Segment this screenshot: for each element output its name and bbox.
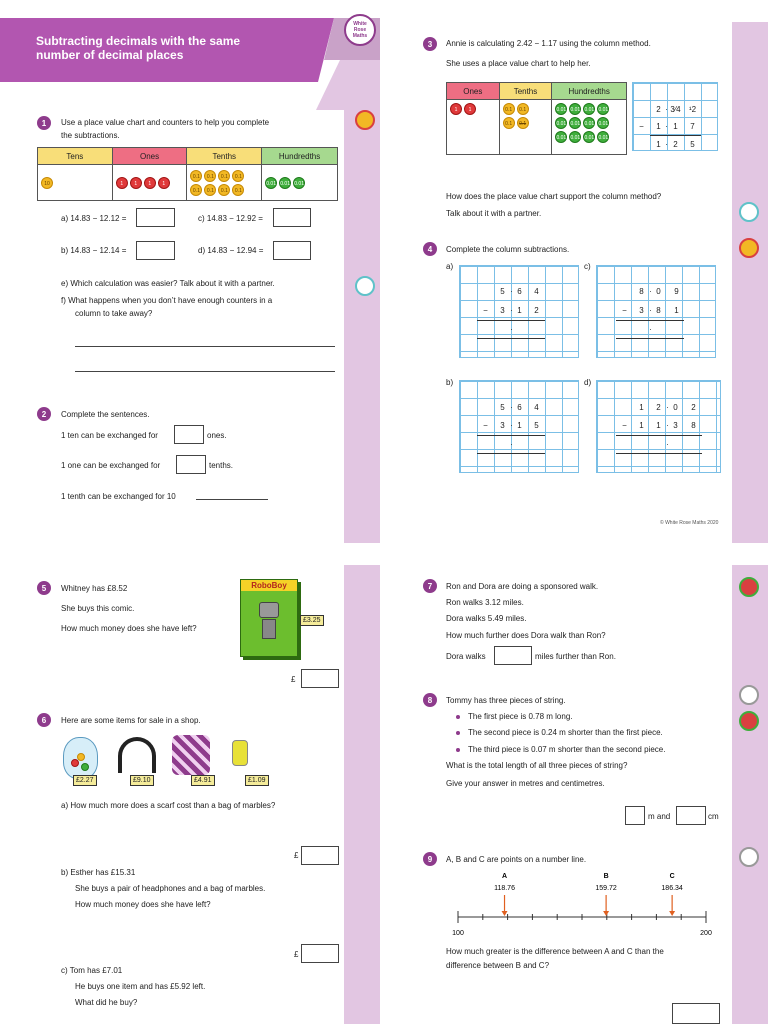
q1b-label: b) 14.83 − 12.14 = [61,246,127,255]
q6b-text-3: How much money does she have left? [75,900,211,909]
side-margin [344,110,380,543]
price-tag: £3.25 [300,615,324,626]
column-digit: 1 [674,306,679,315]
q9-text-3: difference between B and C? [446,961,550,970]
answer-box[interactable] [273,208,311,227]
counter: 1 [116,177,128,189]
q5-text-3: How much money does she have left? [61,624,197,633]
answer-box[interactable] [301,944,339,963]
counter: 0.1 [190,170,202,182]
q6a-text: a) How much more does a scarf cost than a bag of marbles? [61,801,276,810]
counters-icon [355,110,375,130]
headphones-image [118,737,156,773]
counter: 0.01 [583,103,595,115]
q8-bullet-3: The third piece is 0.07 m shorter than the second piece. [468,745,666,754]
column-digit: 1 [656,421,661,430]
pv-cell-ones [112,165,187,201]
answer-decimal-point: · [666,440,669,449]
marbles-bag-image [63,737,98,779]
q7-text-2: Ron walks 3.12 miles. [446,598,524,607]
comic-title: RoboBoy [241,580,297,591]
marble [81,763,89,771]
pv-header-ones: Ones [112,148,187,165]
column-digit: 5 [690,140,695,149]
column-digit: · [649,306,652,315]
column-digit: 5 [500,287,505,296]
point-label: B [603,873,609,880]
answer-line [477,453,545,454]
q5-text-2: She buys this comic. [61,604,135,613]
counter: 0.1 [218,184,230,196]
q6c-text-3: What did he buy? [75,998,138,1007]
column-digit: 3 [500,421,505,430]
column-digit: · [510,403,513,412]
q1e-text: e) Which calculation was easier? Talk about it with a partner. [61,279,275,288]
counter: 0.1 [232,184,244,196]
answer-box[interactable] [174,425,204,444]
column-digit: 2 [656,105,661,114]
q1d-label: d) 14.83 − 12.94 = [198,246,264,255]
point-arrowhead [669,911,675,916]
writing-line [75,371,335,372]
column-digit: 2 [691,403,696,412]
point-value: 159.72 [595,885,617,892]
metres-label: m and [648,812,671,821]
q6b-text-2: She buys a pair of headphones and a bag of marbles. [75,884,266,893]
q7-answer-prefix: Dora walks [446,652,486,661]
minus-sign: − [622,306,627,315]
column-digit: 8 [691,421,696,430]
column-digit: 8 [639,287,644,296]
point-value: 186.34 [661,885,683,892]
price-tag: £9.10 [130,775,154,786]
answer-line [616,338,684,339]
column-digit: 3 [639,306,644,315]
side-margin [344,565,380,1024]
discuss-icon [739,847,759,867]
q7-answer-suffix: miles further than Ron. [535,652,616,661]
q7-text-3: Dora walks 5.49 miles. [446,614,527,623]
writing-line [75,346,335,347]
q2-instruction: Complete the sentences. [61,410,150,419]
q6-text: Here are some items for sale in a shop. [61,716,201,725]
q4b-label: b) [446,378,454,387]
pv-cell-tenths [499,100,552,155]
roboboy-comic-image [240,579,298,657]
column-digit: 3 [673,421,678,430]
point-arrowhead [603,911,609,916]
q6c-text-2: He buys one item and has £5.92 left. [75,982,206,991]
place-value-chart [37,147,338,201]
column-digit: ¹2 [688,105,697,114]
answer-box[interactable] [176,455,206,474]
column-digit: · [510,287,513,296]
pv-header-tens: Tens [38,148,113,165]
pv-cell-tens [38,165,113,201]
q8-bullet-1: The first piece is 0.78 m long. [468,712,573,721]
counter: 0.01 [583,131,595,143]
page-title: Subtracting decimals with the same [36,34,241,48]
q2-sentence-2: 1 one can be exchanged for [61,461,161,470]
q4a-label: a) [446,262,454,271]
column-digit: 0 [656,287,661,296]
counter: 1 [464,103,476,115]
column-digit: 4 [534,287,539,296]
pv-header-hundredths: Hundredths [552,83,627,100]
counter: 0.01 [597,131,609,143]
pound-sign: £ [294,950,299,959]
point-value: 118.76 [494,885,515,892]
column-digit: 1 [656,122,661,131]
counter: 0.1 [190,184,202,196]
column-digit: · [510,306,513,315]
column-digit: 1 [639,403,644,412]
q8-text-1: Tommy has three pieces of string. [446,696,566,705]
point-label: C [669,873,675,880]
column-digit: 4 [534,403,539,412]
discuss-icon [739,202,759,222]
pv-cell-hundredths [552,100,627,155]
answer-decimal-point: · [510,440,513,449]
pound-sign: £ [291,675,296,684]
q8-text-2: What is the total length of all three pieces of string? [446,761,628,770]
counter: 10 [41,177,53,189]
column-digit: 1 [639,421,644,430]
q4d-label: d) [584,378,592,387]
minus-sign: − [622,421,627,430]
counter: 1 [144,177,156,189]
column-digit: · [665,105,668,114]
q2-sentence-2-end: tenths. [209,461,234,470]
question-number: 1 [37,116,51,130]
counter: 0.01 [279,177,291,189]
q2-sentence-1-end: ones. [207,431,227,440]
column-digit: 2 [534,306,539,315]
bar-model-icon [739,711,759,731]
answer-box[interactable] [136,241,175,260]
counter: 0.1 [204,170,216,182]
counter: 0.1 [503,117,515,129]
column-digit: 0 [673,403,678,412]
q7-text-4: How much further does Dora walk than Ron? [446,631,606,640]
price-tag: £2.27 [73,775,97,786]
question-number: 7 [423,579,437,593]
column-digit: 5 [534,421,539,430]
answer-line [616,453,702,454]
counter: 0.01 [293,177,305,189]
q6c-text-1: c) Tom has £7.01 [61,966,123,975]
counter: 0.01 [569,131,581,143]
worksheet-page-2 [388,0,768,543]
column-digit: 8 [656,306,661,315]
counter: 0.1 [503,103,515,115]
column-digit: 2 [673,140,678,149]
pv-cell-ones [447,100,500,155]
column-digit: 3 [500,306,505,315]
pv-cell-tenths [187,165,262,201]
counter: 0.01 [569,103,581,115]
counter: 0.1 [204,184,216,196]
q8-bullet-2: The second piece is 0.24 m shorter than the first piece. [468,728,663,737]
number-line [446,870,726,940]
counter: 1 [158,177,170,189]
answer-box[interactable] [273,241,311,260]
answer-box[interactable] [301,669,339,688]
q1a-label: a) 14.83 − 12.12 = [61,214,127,223]
number-line-end-label: 200 [700,930,712,937]
question-number: 4 [423,242,437,256]
pv-header-tenths: Tenths [499,83,552,100]
column-digit: 3⁄4 [670,105,681,114]
answer-box[interactable] [494,646,532,665]
page-title-line2: number of decimal places [36,48,184,62]
pound-sign: £ [294,851,299,860]
q3-text: Annie is calculating 2.42 − 1.17 using the column method. [446,39,651,48]
counter: 0.1 [517,103,529,115]
q6b-text-1: b) Esther has £15.31 [61,868,136,877]
counter: 0.1 [517,117,529,129]
counter: 0.01 [597,117,609,129]
counter: 0.01 [597,103,609,115]
pv-cell-hundredths [262,165,338,201]
q3-text-2: She uses a place value chart to help her. [446,59,591,68]
pv-header-tenths: Tenths [187,148,262,165]
minus-sign: − [483,421,488,430]
question-number: 3 [423,37,437,51]
counter: 1 [450,103,462,115]
counter: 0.01 [583,117,595,129]
centimetres-label: cm [708,812,719,821]
bar-model-icon [739,577,759,597]
q1c-label: c) 14.83 − 12.92 = [198,214,263,223]
answer-box[interactable] [672,1003,720,1024]
q1-instruction-2: the subtractions. [61,131,120,140]
q5-text-1: Whitney has £8.52 [61,584,128,593]
copyright: © White Rose Maths 2020 [660,520,719,526]
q9-text-2: How much greater is the difference between A and C than the [446,947,664,956]
robot-body [262,619,276,639]
q3-minus: − [639,122,644,131]
counter: 0.01 [555,131,567,143]
point-label: A [501,873,508,880]
counter: 0.01 [265,177,277,189]
bullet [456,748,460,752]
column-digit: · [649,287,652,296]
column-digit: 6 [517,287,522,296]
answer-box[interactable] [301,846,339,865]
side-margin [732,22,768,543]
price-tag: £4.91 [191,775,215,786]
counter: 0.1 [232,170,244,182]
discuss-icon [739,685,759,705]
counter: 0.01 [555,117,567,129]
discuss-icon [355,276,375,296]
counter: 0.01 [569,117,581,129]
minus-sign: − [483,306,488,315]
counter: 1 [130,177,142,189]
counters-icon [739,238,759,258]
robot-figure [259,602,279,618]
answer-line [477,338,545,339]
q1-instruction: Use a place value chart and counters to help you complete [61,118,270,127]
q1f-text-2: column to take away? [75,309,153,318]
point-arrowhead [502,911,508,916]
counter: 0.1 [218,170,230,182]
column-digit: 1 [673,122,678,131]
q3-question-2: Talk about it with a partner. [446,209,542,218]
column-digit: 6 [517,403,522,412]
marble [77,753,85,761]
column-digit: 2 [656,403,661,412]
metres-answer-box[interactable] [625,806,645,825]
q8-text-3: Give your answer in metres and centimetres. [446,779,605,788]
column-digit: · [510,421,513,430]
q9-text-1: A, B and C are points on a number line. [446,855,587,864]
q7-text-1: Ron and Dora are doing a sponsored walk. [446,582,599,591]
column-digit: 9 [674,287,679,296]
white-rose-logo: White Rose Maths [344,14,376,46]
counter: 0.01 [555,103,567,115]
question-number: 5 [37,581,51,595]
bullet [456,715,460,719]
question-number: 2 [37,407,51,421]
pv-header-hundredths: Hundredths [262,148,338,165]
answer-decimal-point: · [510,325,513,334]
pv-header-ones: Ones [447,83,500,100]
question-number: 6 [37,713,51,727]
column-digit: · [666,403,669,412]
worksheet-page-1 [0,0,380,543]
scarf-image [172,735,210,775]
column-digit: · [665,140,668,149]
answer-decimal-point: · [649,325,652,334]
column-digit: 7 [690,122,695,131]
side-margin [732,565,768,1024]
q1f-text: f) What happens when you don’t have enough counters in a [61,296,273,305]
q2-sentence-1: 1 ten can be exchanged for [61,431,158,440]
column-digit: 1 [656,140,661,149]
answer-box[interactable] [136,208,175,227]
column-digit: · [665,122,668,131]
q3-question: How does the place value chart support the column method? [446,192,662,201]
number-line-start-label: 100 [452,930,464,937]
worksheet-page-3 [0,565,380,1024]
column-digit: 5 [500,403,505,412]
q4-instruction: Complete the column subtractions. [446,245,570,254]
bullet [456,731,460,735]
question-number: 8 [423,693,437,707]
q2-sentence-3: 1 tenth can be exchanged for 10 [61,492,176,501]
answer-line[interactable] [196,499,268,500]
centimetres-answer-box[interactable] [676,806,706,825]
column-digit: 1 [517,306,522,315]
keyring-image [232,740,248,766]
column-digit: · [666,421,669,430]
price-tag: £1.09 [245,775,269,786]
worksheet-page-4 [388,565,768,1024]
place-value-chart [446,82,627,155]
column-digit: 1 [517,421,522,430]
question-number: 9 [423,852,437,866]
q4c-label: c) [584,262,591,271]
